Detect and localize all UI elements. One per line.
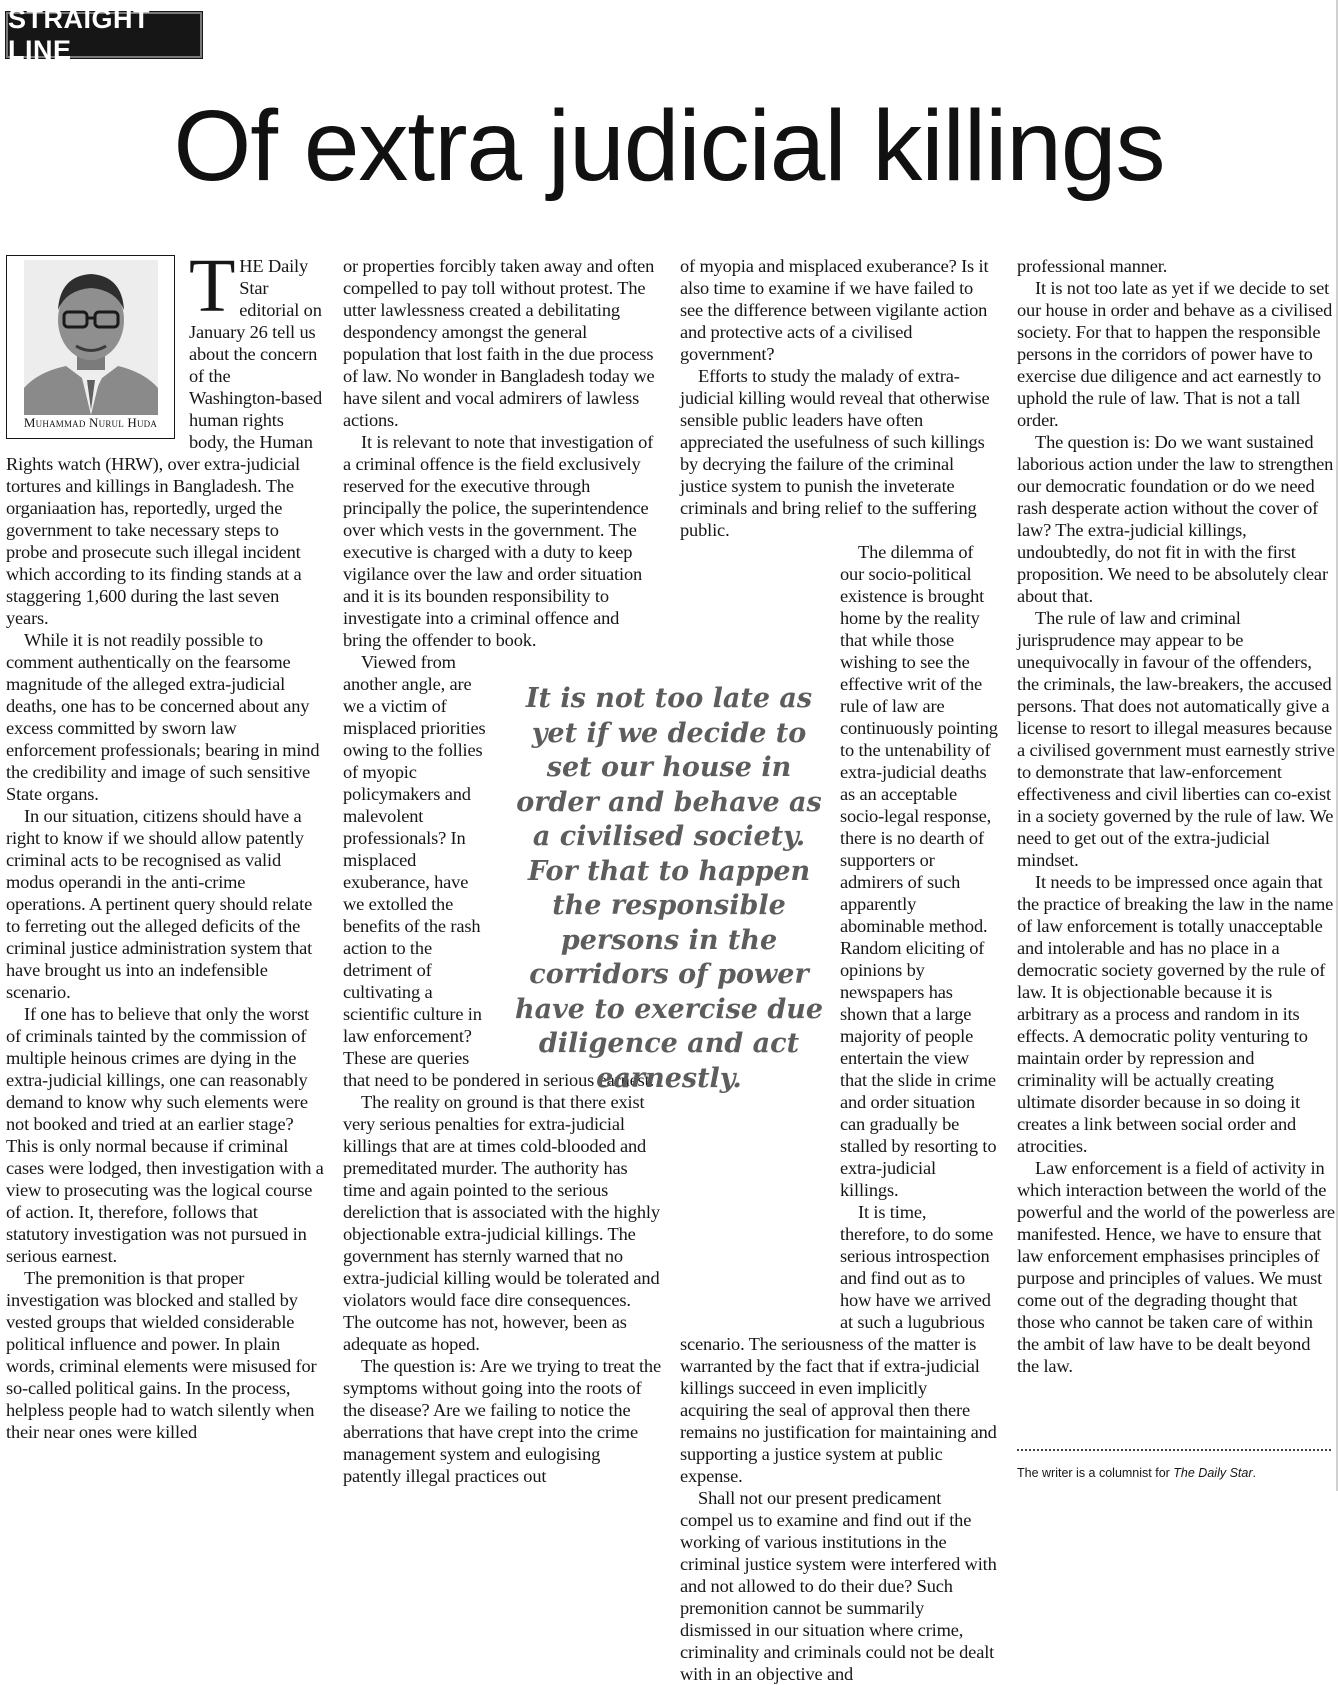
footnote-divider (1017, 1449, 1331, 1451)
column-4 (1017, 255, 1335, 1377)
author-photo-box (6, 255, 175, 439)
writer-note-text: The writer is a columnist for (1017, 1466, 1174, 1480)
article-paragraph: The reality on ground is that there exist very serious penalties for extra-judicial killings that are at times cold-blooded and premeditated murder. The authority has time and again pointed to the serious dereliction that is associated with the highly objectionable extra-judicial killings. The government has sternly warned that no extra-judicial killing would be tolerated and violators would face dire consequences. The outcome has not, however, been as adequate as hoped. (343, 1092, 660, 1354)
writer-note: The writer is a columnist for The Daily Star. (1017, 1466, 1256, 1480)
paragraph-text: HE Daily Star editorial on January 26 tell us about the concern of the Washington-based human rights body, the Human Rights watch (HRW), over extra-judicial tortures and killings in Bangladesh. The organiaation has, reportedly, urged the government to take necessary steps to probe and prosecute such illegal incident which according to its finding stands at a staggering 1,600 during the last seven years. (6, 256, 322, 628)
column-1 (6, 244, 324, 1443)
article-paragraph: The dilemma of our socio-political existence is brought home by the reality that while those wishing to see the effective writ of the rule of law are continuously pointing to the untenability of extra-judicial deaths as an acceptable socio-legal response, there is no dearth of supporters or admirers of such apparently abominable method. Random eliciting of opinions by newspapers has shown that a large majority of people entertain the view that the slide in crime and order situation can gradually be stalled by resorting to extra-judicial killings. (840, 542, 998, 1200)
article-paragraph: professional manner. (1017, 256, 1168, 276)
publication-name: The Daily Star (1173, 1466, 1253, 1480)
article-paragraph: Law enforcement is a field of activity in which interaction between the world of the powerful and the world of the powerless are manifested. Hence, we have to ensure that law enforcement emphasises principles of purpose and principles of values. We must come out of the degrading thought that those who cannot be taken care of within the ambit of law have to be dealt beyond the law. (1017, 1158, 1335, 1376)
article-paragraph: The question is: Are we trying to treat the symptoms without going into the roots of the disease? Are we failing to notice the aberrations that have crept into the crime management system and eulogising patently illegal practices out (343, 1356, 661, 1486)
article-paragraph: Efforts to study the malady of extra-judicial killing would reveal that otherwise sensible public leaders have often appreciated the usefulness of such killings by decrying the failure of the criminal justice system to punish the inveterate criminals and bring relief to the suffering public. (680, 366, 990, 540)
headline: Of extra judicial killings (173, 90, 1165, 202)
section-badge: STRAIGHT LINE (6, 12, 202, 58)
author-name: Muhammad Nurul Huda (23, 415, 158, 430)
article-paragraph: Shall not our present predicament compel us to examine and find out if the working of various institutions in the criminal justice system were interfered with and not allowed to do their due? Such premonition cannot be summarily dismissed in our situation where crime, criminality and criminals could not be dealt with in an objective and (680, 1488, 997, 1684)
article-paragraph: or properties forcibly taken away and often compelled to pay toll without protest. The utter lawlessness created a debilitating despondency amongst the general population that lost faith in the due process of law. No wonder in Bangladesh today we have silent and vocal admirers of lawless actions. (343, 256, 655, 430)
article-paragraph: The premonition is that proper investigation was blocked and stalled by vested groups that wielded considerable political influence and power. In plain words, criminal elements were misused for so-called political gains. In the process, helpless people had to watch silently when their near ones were killed (6, 1268, 317, 1442)
article-paragraph: of myopia and misplaced exuberance? Is it also time to examine if we have failed to see the difference between vigilante action and protective acts of a civilised government? (680, 256, 989, 364)
author-byline (7, 412, 174, 434)
article-paragraph: While it is not readily possible to comment authentically on the fearsome magnitude of the alleged extra-judicial deaths, one has to be concerned about any excess committed by sworn law enforcement professionals; bearing in mind the credibility and image of such sensitive State organs. (6, 630, 320, 804)
article-paragraph: In our situation, citizens should have a right to know if we should allow patently criminal acts to be recognised as valid modus operandi in the anti-crime operations. A pertinent query should relate to ferreting out the alleged deficits of the criminal justice administration system that have brought us into an indefensible scenario. (6, 806, 313, 1002)
author-portrait (24, 260, 158, 415)
article-paragraph: Viewed from another angle, are we a victim of misplaced priorities owing to the follies of myopic policymakers and malevolent professionals? In misplaced exuberance, have we extolled the benefits of the rash action to the detriment of cultivating a scientific culture in law enforcement? These are queries that need to be pondered in serious earnest. (343, 652, 655, 1090)
article-paragraph: It is time, therefore, to do some serious introspection and find out as to how have we arrived at such a lugubrious scenario. The seriousness of the matter is warranted by the fact that if extra-judicial killings succeed in even implicitly acquiring the seal of approval then there remains no justification for maintaining and supporting a justice system at public expense. (680, 1202, 997, 1486)
article-paragraph: It needs to be impressed once again that the practice of breaking the law in the name of law enforcement is totally unacceptable and intolerable and has no place in a democratic society governed by the rule of law. It is objectionable because it is arbitrary as a process and random in its effects. A democratic polity venturing to maintain order by repression and criminality will be actually creating ultimate disorder because in so doing it creates a link between social order and atrocities. (1017, 872, 1334, 1156)
article-paragraph: The rule of law and criminal jurisprudence may appear to be unequivocally in favour of the offenders, the criminals, the law-breakers, the accused persons. That does not automatically give a license to resort to illegal measures because a civilised government must earnestly strive to demonstrate that law-enforcement effectiveness and civil liberties can co-exist in a society governed by the rule of law. We need to get out of the extra-judicial mindset. (1017, 608, 1335, 870)
pull-quote: It is not too late as yet if we decide to set our house in order and behave as a civilised society. For that to happen the responsible persons in the corridors of power have to exercise due diligence and act earnestly. (514, 683, 824, 1094)
article-paragraph: It is not too late as yet if we decide to set our house in order and behave as a civilised society. For that to happen the responsible persons in the corridors of power have to exercise due diligence and act earnestly to uphold the rule of law. That is not a tall order. (1017, 278, 1333, 430)
article-paragraph: If one has to believe that only the worst of criminals tainted by the commission of multiple heinous crimes are dying in the extra-judicial killings, one can reasonably demand to know why such elements were not booked and tried at an earlier stage? This is only normal because if criminal cases were lodged, then investigation with a view to prosecuting was the logical course of action. It, therefore, follows that statutory investigation was not pursued in serious earnest. (6, 1004, 324, 1266)
drop-cap: T (189, 244, 236, 328)
article-paragraph: The question is: Do we want sustained laborious action under the law to strengthen our democratic foundation or do we need rash desperate action without the cover of law? The extra-judicial killings, undoubtedly, do not fit in with the first proposition. We need to be absolutely clear about that. (1017, 432, 1334, 606)
article-paragraph: It is relevant to note that investigation of a criminal offence is the field exclusively reserved for the executive through principally the police, the superintendence over which vests in the government. The executive is charged with a duty to keep vigilance over the law and order situation and it is its bounden responsibility to investigate into a criminal offence and bring the offender to book. (343, 432, 654, 650)
